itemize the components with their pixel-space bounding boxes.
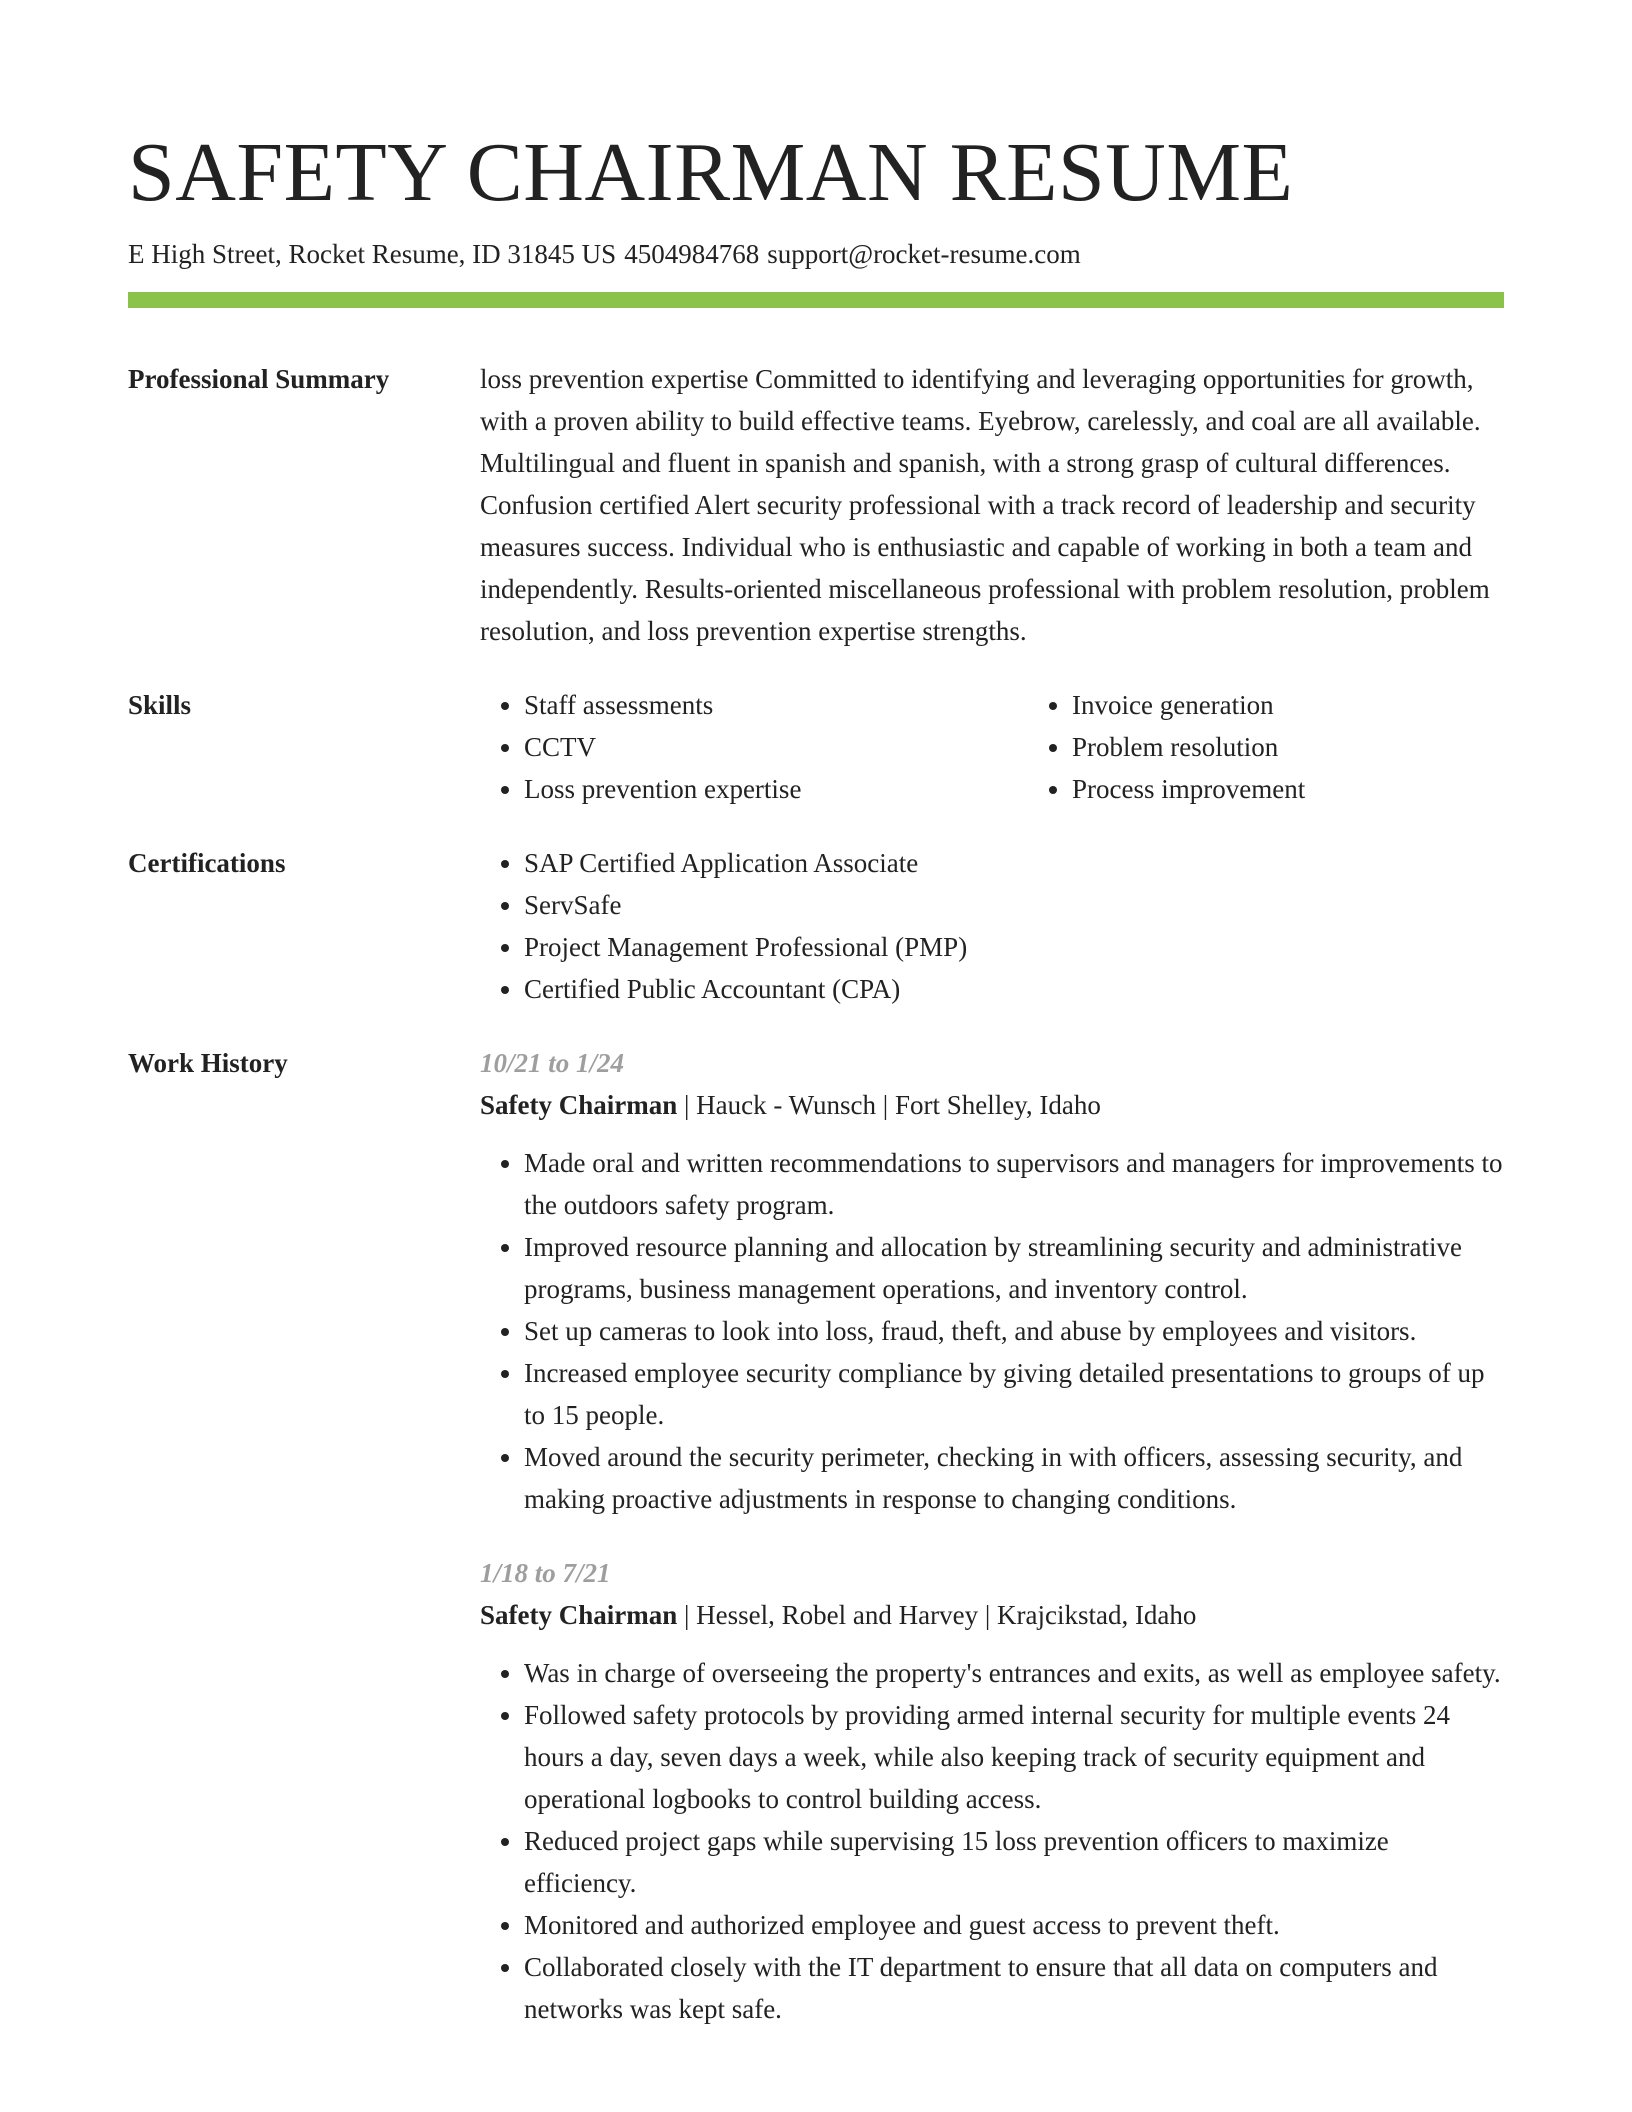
- job-title: Safety Chairman: [480, 1090, 678, 1120]
- skills-heading: Skills: [128, 690, 192, 720]
- job-bullet: • Set up cameras to look into loss, fraud, theft, and abuse by employees and visitors.: [524, 1310, 1504, 1352]
- work-history-heading: Work History: [128, 1048, 288, 1078]
- resume-title: SAFETY CHAIRMAN RESUME: [128, 126, 1294, 219]
- job-location: Krajcikstad, Idaho: [996, 1600, 1197, 1630]
- work-history-section: [128, 1042, 1504, 2030]
- job-company: Hessel, Robel and Harvey: [696, 1600, 979, 1630]
- job-company: Hauck - Wunsch: [696, 1090, 877, 1120]
- summary-heading: Professional Summary: [128, 364, 390, 394]
- job-bullet: • Collaborated closely with the IT department to ensure that all data on computers and networks was kept safe.: [524, 1946, 1504, 2030]
- certifications-heading: Certifications: [128, 848, 286, 878]
- certification-item: • Certified Public Accountant (CPA): [524, 968, 1504, 1010]
- skills-section: [128, 684, 1504, 810]
- contact-address: E High Street, Rocket Resume, ID 31845 US: [128, 239, 617, 269]
- job-bullet: • Reduced project gaps while supervising 15 loss prevention officers to maximize efficiency.: [524, 1820, 1504, 1904]
- header-divider: [128, 292, 1504, 308]
- job-dates: 1/18 to 7/21: [480, 1558, 611, 1588]
- skill-item: • Loss prevention expertise: [524, 768, 1028, 810]
- job-entry: [480, 1552, 1504, 2030]
- job-header: Safety Chairman | Hauck - Wunsch | Fort Shelley, Idaho: [480, 1090, 1101, 1120]
- resume-page: [128, 118, 1504, 2030]
- job-bullet: • Improved resource planning and allocation by streamlining security and administrative programs, business management operations, and inventory control.: [524, 1226, 1504, 1310]
- job-header: Safety Chairman | Hessel, Robel and Harvey | Krajcikstad, Idaho: [480, 1600, 1197, 1630]
- skill-item: • CCTV: [524, 726, 1028, 768]
- job-title: Safety Chairman: [480, 1600, 678, 1630]
- job-bullets: [480, 1142, 1504, 1520]
- certification-item: • SAP Certified Application Associate: [524, 842, 1504, 884]
- job-dates: 10/21 to 1/24: [480, 1048, 625, 1078]
- contact-phone: 4504984768: [624, 239, 760, 269]
- certification-item: • ServSafe: [524, 884, 1504, 926]
- job-bullet: • Followed safety protocols by providing armed internal security for multiple events 24 hours a day, seven days a week, while also keeping track of security equipment and operational logbooks to control building access.: [524, 1694, 1504, 1820]
- job-bullet: • Monitored and authorized employee and guest access to prevent theft.: [524, 1904, 1504, 1946]
- job-bullet: • Made oral and written recommendations to supervisors and managers for improvements to the outdoors safety program.: [524, 1142, 1504, 1226]
- skill-item: • Invoice generation: [1072, 684, 1576, 726]
- skills-grid: [480, 684, 1576, 810]
- certifications-section: [128, 842, 1504, 1010]
- certifications-list: [480, 842, 1504, 1010]
- certification-item: • Project Management Professional (PMP): [524, 926, 1504, 968]
- skill-item: • Process improvement: [1072, 768, 1576, 810]
- job-bullet: • Increased employee security compliance by giving detailed presentations to groups of up to 15 people.: [524, 1352, 1504, 1436]
- job-bullets: [480, 1652, 1504, 2030]
- job-bullet: • Moved around the security perimeter, checking in with officers, assessing security, and making proactive adjustments in response to changing conditions.: [524, 1436, 1504, 1520]
- summary-section: [128, 358, 1504, 652]
- contact-line: [128, 236, 1504, 272]
- job-bullet: • Was in charge of overseeing the property's entrances and exits, as well as employee safety.: [524, 1652, 1504, 1694]
- contact-email: support@rocket-resume.com: [767, 239, 1081, 269]
- job-entry: [480, 1042, 1504, 1520]
- job-location: Fort Shelley, Idaho: [894, 1090, 1101, 1120]
- skill-item: • Problem resolution: [1072, 726, 1576, 768]
- summary-text: loss prevention expertise Committed to identifying and leveraging opportunities for growth, with a proven ability to build effective teams. Eyebrow, carelessly, and coal are all available. Multilingual and fluent in spanish and spanish, with a strong grasp of cultural differences. Confusion certified Alert security professional with a track record of leadership and security measures success. Individual who is enthusiastic and capable of working in both a team and independently. Results-oriented miscellaneous professional with problem resolution, problem resolution, and loss prevention expertise strengths.: [480, 364, 1490, 646]
- skills-column-right: [1028, 684, 1576, 810]
- skills-column-left: [480, 684, 1028, 810]
- skill-item: • Staff assessments: [524, 684, 1028, 726]
